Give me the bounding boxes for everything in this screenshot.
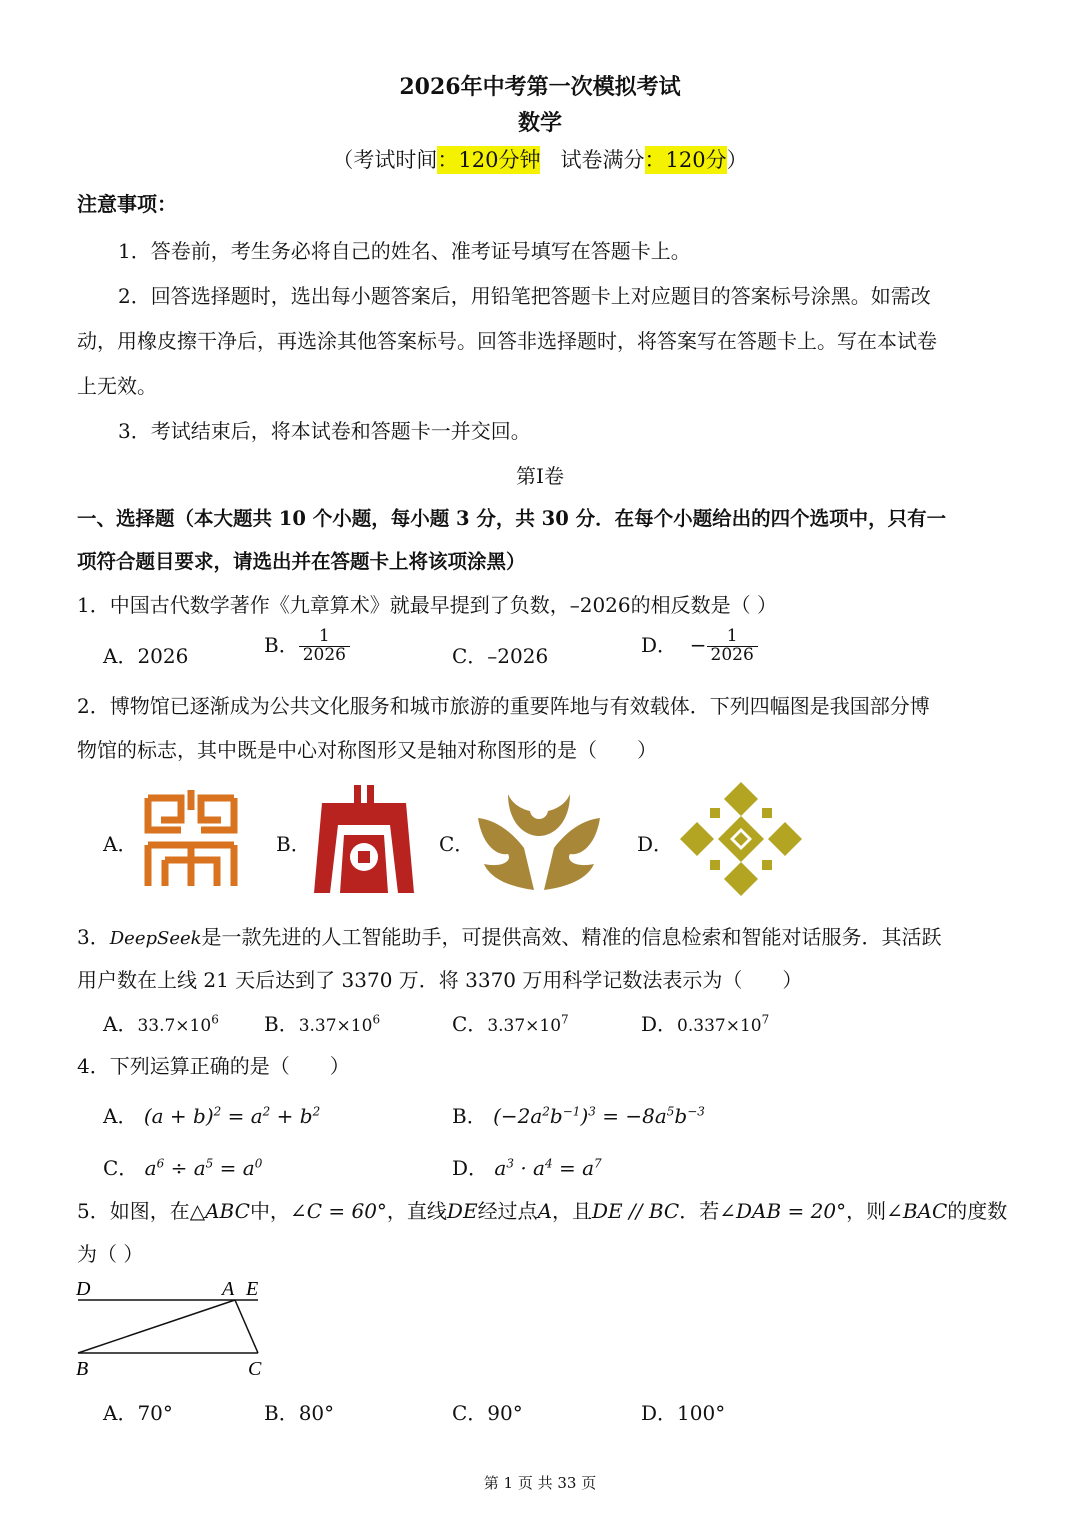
q2-option-d-label: D． bbox=[637, 832, 674, 856]
q1-option-d-sign: − bbox=[689, 632, 707, 657]
option-label: A． bbox=[103, 1104, 138, 1128]
time-label: （考试时间 bbox=[332, 148, 438, 172]
volume-heading: 第Ⅰ卷 bbox=[516, 464, 564, 488]
option-exponent: 6 bbox=[211, 1012, 219, 1027]
q2-line2: 物馆的标志，其中既是中心对称图形又是轴对称图形的是（ ） bbox=[77, 738, 657, 762]
option-label: D． bbox=[641, 1012, 678, 1036]
option-base: 33.7×10 bbox=[137, 1016, 212, 1036]
museum-logo-b-icon bbox=[314, 785, 414, 893]
q3-option-c bbox=[452, 1008, 569, 1037]
q5-text: ，直线 bbox=[386, 1199, 447, 1223]
fraction-numerator: 1 bbox=[299, 628, 350, 647]
q5-angle-bac: ∠BAC bbox=[886, 1199, 948, 1223]
q1-option-d bbox=[641, 628, 758, 665]
q1-option-a: A．2026 bbox=[103, 644, 189, 668]
notice-item-2-line1: 2．回答选择题时，选出每小题答案后，用铅笔把答题卡上对应题目的答案标号涂黑。如需改 bbox=[118, 284, 931, 308]
score-value: ：120分 bbox=[644, 148, 727, 172]
q5-angle-dab: ∠DAB = 20° bbox=[719, 1199, 847, 1223]
page-footer: 第 1 页 共 33 页 bbox=[483, 1474, 597, 1492]
line-ac bbox=[235, 1300, 258, 1353]
q5-text: ，则 bbox=[846, 1199, 887, 1223]
museum-logo-a-icon bbox=[143, 790, 239, 890]
fraction-numerator: 1 bbox=[707, 628, 758, 647]
option-exponent: 7 bbox=[761, 1012, 770, 1027]
q5-angle-c: ∠C = 60° bbox=[289, 1199, 387, 1223]
notice-item-2-line3: 上无效。 bbox=[77, 374, 157, 398]
q5-text: 中， bbox=[249, 1199, 290, 1223]
option-exponent: 7 bbox=[561, 1012, 569, 1027]
q5-point-a: A bbox=[537, 1199, 553, 1223]
notice-item-2-line2: 动，用橡皮擦干净后，再选涂其他答案标号。回答非选择题时，将答案写在答题卡上。写在本试卷 bbox=[77, 329, 937, 353]
q5-line1 bbox=[77, 1195, 1007, 1224]
notice-item-1: 1．答卷前，考生务必将自己的姓名、准考证号填写在答题卡上。 bbox=[118, 239, 691, 263]
option-label: C． bbox=[452, 1012, 488, 1036]
fraction-denominator: 2026 bbox=[710, 644, 754, 665]
q5-text: ，且 bbox=[552, 1199, 593, 1223]
option-label: B． bbox=[452, 1104, 487, 1128]
q5-parallel: DE // BC bbox=[592, 1199, 680, 1223]
q2-line1: 2．博物馆已逐渐成为公共文化服务和城市旅游的重要阵地与有效载体．下列四幅图是我国部分博 bbox=[77, 694, 930, 718]
q4-option-d bbox=[452, 1152, 602, 1181]
q3-line1-rest: 是一款先进的人工智能助手，可提供高效、精准的信息检索和智能对话服务．其活跃 bbox=[201, 925, 942, 949]
score-label: 试卷满分 bbox=[560, 148, 645, 172]
q1-option-b bbox=[264, 628, 350, 665]
q3-line2: 用户数在上线 21 天后达到了 3370 万．将 3370 万用科学记数法表示为（ ） bbox=[77, 968, 803, 992]
option-label: B． bbox=[264, 1012, 299, 1036]
q4-option-c-formula: $a^6 \div a^5 = a^0$ bbox=[144, 1156, 263, 1180]
section-heading-line1: 一、选择题（本大题共 10 个小题，每小题 3 分，共 30 分．在每个小题给出的四个选项中，只有一 bbox=[77, 507, 947, 530]
option-exponent: 6 bbox=[372, 1012, 381, 1027]
label-e: E bbox=[246, 1278, 259, 1300]
exam-info bbox=[0, 144, 1080, 174]
q5-option-a: A．70° bbox=[103, 1401, 173, 1425]
option-label: C． bbox=[103, 1156, 139, 1180]
q5-triangle: △ABC bbox=[189, 1199, 250, 1223]
close-paren: ） bbox=[726, 148, 748, 172]
q3-brand: DeepSeek bbox=[109, 928, 202, 949]
label-c: C bbox=[248, 1358, 262, 1380]
q5-text: 5．如图，在 bbox=[77, 1199, 190, 1223]
label-b: B bbox=[76, 1358, 89, 1380]
q5-text: ．若 bbox=[679, 1199, 720, 1223]
q3-option-a bbox=[103, 1008, 219, 1037]
q2-option-a-label: A． bbox=[103, 832, 138, 856]
q3-option-d bbox=[641, 1008, 769, 1037]
subject-title: 数学 bbox=[517, 110, 562, 136]
q5-text: 经过点 bbox=[477, 1199, 538, 1223]
q1-option-d-fraction bbox=[707, 628, 758, 665]
q4-option-d-formula: $a^3 \cdot a^4 = a^7$ bbox=[494, 1156, 602, 1180]
label-d: D bbox=[76, 1278, 91, 1300]
q4-option-b bbox=[452, 1100, 705, 1129]
option-label: A． bbox=[103, 1012, 138, 1036]
q4-option-a-formula: $(a + b)^2 = a^2 + b^2$ bbox=[143, 1104, 321, 1128]
option-base: 0.337×10 bbox=[677, 1016, 762, 1036]
q1-option-d-label: D． bbox=[641, 632, 678, 657]
q4-stem: 4．下列运算正确的是（ ） bbox=[77, 1054, 350, 1078]
option-label: D． bbox=[452, 1156, 489, 1180]
q5-option-d: D．100° bbox=[641, 1401, 726, 1425]
option-base: 3.37×10 bbox=[298, 1016, 373, 1036]
notice-heading: 注意事项： bbox=[77, 192, 177, 216]
q5-option-c: C．90° bbox=[452, 1401, 523, 1425]
q3-line1 bbox=[77, 921, 942, 950]
q5-line-de: DE bbox=[446, 1199, 478, 1223]
q4-option-a bbox=[103, 1100, 320, 1129]
q1-option-c: C．–2026 bbox=[452, 644, 549, 668]
label-a: A bbox=[222, 1278, 235, 1300]
q2-option-c-label: C． bbox=[439, 832, 475, 856]
q3-option-b bbox=[264, 1008, 380, 1037]
q4-option-b-formula: $(-2a^2b^{-1})^3 = -8a^5b^{-3}$ bbox=[493, 1104, 705, 1128]
section-heading-line2: 项符合题目要求，请选出并在答题卡上将该项涂黑） bbox=[77, 550, 526, 573]
q1-option-b-label: B． bbox=[264, 632, 299, 657]
q4-option-c bbox=[103, 1152, 262, 1181]
notice-item-3: 3．考试结束后，将本试卷和答题卡一并交回。 bbox=[118, 419, 531, 443]
option-base: 3.37×10 bbox=[487, 1016, 562, 1036]
exam-title: 2026年中考第一次模拟考试 bbox=[399, 74, 681, 100]
museum-logo-c-icon bbox=[478, 792, 600, 890]
museum-logo-d-icon bbox=[680, 782, 802, 896]
time-value: ：120分钟 bbox=[437, 148, 541, 172]
q5-line2: 为（ ） bbox=[77, 1242, 144, 1266]
triangle-figure bbox=[70, 1275, 280, 1385]
q1-stem: 1．中国古代数学著作《九章算术》就最早提到了负数，–2026的相反数是（ ） bbox=[77, 593, 777, 617]
q5-option-b: B．80° bbox=[264, 1401, 335, 1425]
q3-number: 3． bbox=[77, 925, 110, 949]
fraction-denominator: 2026 bbox=[302, 644, 346, 665]
q2-option-b-label: B． bbox=[276, 832, 311, 856]
q5-text: 的度数 bbox=[947, 1199, 1008, 1223]
q1-option-b-fraction bbox=[299, 628, 350, 665]
line-ab bbox=[78, 1300, 235, 1353]
